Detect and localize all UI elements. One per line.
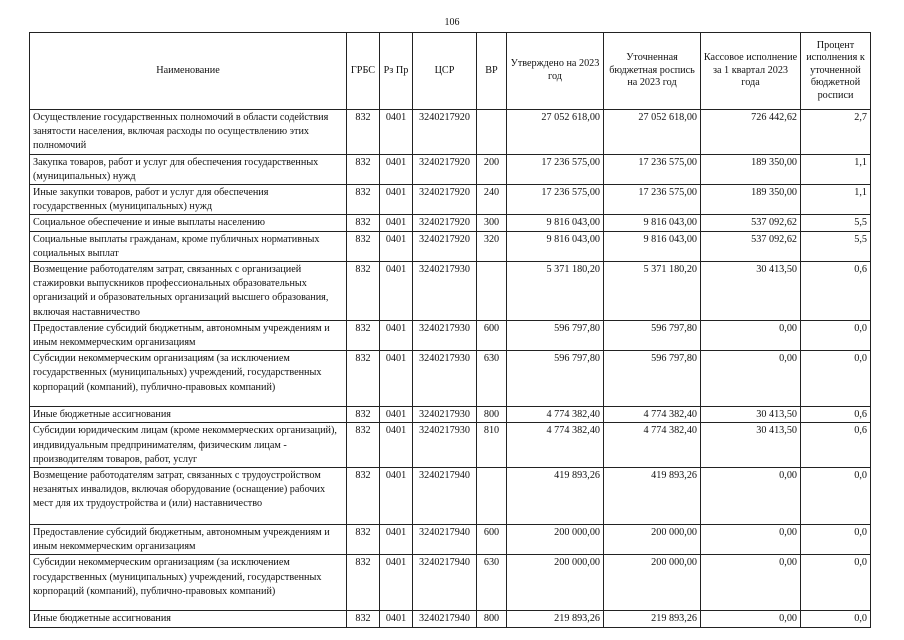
table-row xyxy=(30,407,871,423)
cell-csr: 3240217920 xyxy=(413,231,477,261)
cell-executed: 537 092,62 xyxy=(701,231,801,261)
cell-rzpr: 0401 xyxy=(380,351,413,407)
cell-revised: 596 797,80 xyxy=(604,320,701,350)
cell-grbs: 832 xyxy=(347,110,380,155)
cell-revised: 9 816 043,00 xyxy=(604,231,701,261)
table-row xyxy=(30,320,871,350)
cell-rzpr: 0401 xyxy=(380,407,413,423)
cell-grbs: 832 xyxy=(347,231,380,261)
cell-executed: 0,00 xyxy=(701,525,801,555)
cell-csr: 3240217920 xyxy=(413,215,477,231)
cell-revised: 4 774 382,40 xyxy=(604,407,701,423)
cell-grbs: 832 xyxy=(347,351,380,407)
cell-executed: 0,00 xyxy=(701,611,801,627)
page-number: 106 xyxy=(444,17,460,28)
cell-grbs: 832 xyxy=(347,555,380,611)
cell-csr: 3240217930 xyxy=(413,423,477,468)
cell-grbs: 832 xyxy=(347,185,380,215)
cell-approved: 200 000,00 xyxy=(507,555,604,611)
header-csr: ЦСР xyxy=(413,33,477,110)
header-grbs: ГРБС xyxy=(347,33,380,110)
cell-percent: 5,5 xyxy=(801,215,871,231)
cell-rzpr: 0401 xyxy=(380,468,413,525)
cell-grbs: 832 xyxy=(347,215,380,231)
budget-execution-table xyxy=(29,32,871,628)
cell-approved: 4 774 382,40 xyxy=(507,407,604,423)
cell-percent: 0,6 xyxy=(801,407,871,423)
cell-csr: 3240217930 xyxy=(413,407,477,423)
cell-rzpr: 0401 xyxy=(380,611,413,627)
cell-name: Иные бюджетные ассигнования xyxy=(30,407,347,423)
cell-grbs: 832 xyxy=(347,525,380,555)
cell-csr: 3240217940 xyxy=(413,468,477,525)
cell-rzpr: 0401 xyxy=(380,110,413,155)
cell-rzpr: 0401 xyxy=(380,185,413,215)
cell-executed: 0,00 xyxy=(701,555,801,611)
cell-rzpr: 0401 xyxy=(380,262,413,321)
cell-vr: 200 xyxy=(477,154,507,184)
cell-grbs: 832 xyxy=(347,611,380,627)
cell-grbs: 832 xyxy=(347,423,380,468)
cell-executed: 30 413,50 xyxy=(701,407,801,423)
cell-name: Возмещение работодателям затрат, связанных с организацией стажировки выпускников профессиональных образовательных организаций и образовательных организаций высшего образования, включая наставничество xyxy=(30,262,347,321)
header-approved: Утверждено на 2023 год xyxy=(507,33,604,110)
cell-approved: 17 236 575,00 xyxy=(507,154,604,184)
cell-executed: 537 092,62 xyxy=(701,215,801,231)
cell-executed: 726 442,62 xyxy=(701,110,801,155)
cell-rzpr: 0401 xyxy=(380,423,413,468)
header-vr: ВР xyxy=(477,33,507,110)
table-row xyxy=(30,154,871,184)
cell-rzpr: 0401 xyxy=(380,231,413,261)
cell-csr: 3240217930 xyxy=(413,320,477,350)
cell-executed: 189 350,00 xyxy=(701,185,801,215)
cell-percent: 0,0 xyxy=(801,351,871,407)
cell-revised: 4 774 382,40 xyxy=(604,423,701,468)
cell-percent: 1,1 xyxy=(801,154,871,184)
cell-percent: 0,0 xyxy=(801,468,871,525)
cell-name: Субсидии некоммерческим организациям (за исключением государственных (муниципальных) учреждений, государственных корпораций (компаний), публично-правовых компаний) xyxy=(30,351,347,407)
cell-approved: 419 893,26 xyxy=(507,468,604,525)
header-name: Наименование xyxy=(30,33,347,110)
cell-vr: 300 xyxy=(477,215,507,231)
header-revised: Уточненная бюджетная роспись на 2023 год xyxy=(604,33,701,110)
table-row xyxy=(30,611,871,627)
cell-csr: 3240217940 xyxy=(413,525,477,555)
cell-revised: 9 816 043,00 xyxy=(604,215,701,231)
cell-name: Социальное обеспечение и иные выплаты населению xyxy=(30,215,347,231)
cell-vr: 810 xyxy=(477,423,507,468)
cell-grbs: 832 xyxy=(347,468,380,525)
cell-percent: 0,0 xyxy=(801,320,871,350)
cell-vr: 800 xyxy=(477,407,507,423)
cell-percent: 0,0 xyxy=(801,611,871,627)
cell-vr xyxy=(477,110,507,155)
cell-rzpr: 0401 xyxy=(380,154,413,184)
table-row xyxy=(30,351,871,407)
cell-grbs: 832 xyxy=(347,154,380,184)
cell-approved: 596 797,80 xyxy=(507,351,604,407)
cell-rzpr: 0401 xyxy=(380,215,413,231)
table-row xyxy=(30,555,871,611)
cell-revised: 5 371 180,20 xyxy=(604,262,701,321)
cell-name: Предоставление субсидий бюджетным, автономным учреждениям и иным некоммерческим организациям xyxy=(30,320,347,350)
cell-csr: 3240217920 xyxy=(413,110,477,155)
cell-executed: 30 413,50 xyxy=(701,262,801,321)
cell-revised: 27 052 618,00 xyxy=(604,110,701,155)
cell-name: Субсидии юридическим лицам (кроме некоммерческих организаций), индивидуальным предпринимателям, физическим лицам - производителям товаров, работ, услуг xyxy=(30,423,347,468)
cell-percent: 0,0 xyxy=(801,525,871,555)
cell-vr xyxy=(477,262,507,321)
cell-approved: 200 000,00 xyxy=(507,525,604,555)
table-row xyxy=(30,231,871,261)
cell-grbs: 832 xyxy=(347,320,380,350)
cell-approved: 4 774 382,40 xyxy=(507,423,604,468)
header-rzpr: Рз Пр xyxy=(380,33,413,110)
cell-percent: 5,5 xyxy=(801,231,871,261)
table-row xyxy=(30,110,871,155)
header-percent: Процент исполнения к уточненной бюджетной росписи xyxy=(801,33,871,110)
cell-approved: 5 371 180,20 xyxy=(507,262,604,321)
cell-executed: 0,00 xyxy=(701,351,801,407)
table-row xyxy=(30,215,871,231)
cell-executed: 0,00 xyxy=(701,320,801,350)
cell-vr: 630 xyxy=(477,351,507,407)
cell-vr: 320 xyxy=(477,231,507,261)
table-row xyxy=(30,468,871,525)
cell-approved: 219 893,26 xyxy=(507,611,604,627)
cell-rzpr: 0401 xyxy=(380,555,413,611)
header-executed: Кассовое исполнение за 1 квартал 2023 года xyxy=(701,33,801,110)
cell-name: Осуществление государственных полномочий в области содействия занятости населения, включая расходы по осуществлению этих полномочий xyxy=(30,110,347,155)
cell-vr: 800 xyxy=(477,611,507,627)
table-header-row xyxy=(30,33,871,110)
cell-revised: 17 236 575,00 xyxy=(604,185,701,215)
cell-grbs: 832 xyxy=(347,262,380,321)
cell-csr: 3240217930 xyxy=(413,351,477,407)
cell-name: Закупка товаров, работ и услуг для обеспечения государственных (муниципальных) нужд xyxy=(30,154,347,184)
cell-percent: 1,1 xyxy=(801,185,871,215)
cell-approved: 9 816 043,00 xyxy=(507,215,604,231)
cell-percent: 0,6 xyxy=(801,423,871,468)
cell-name: Социальные выплаты гражданам, кроме публичных нормативных социальных выплат xyxy=(30,231,347,261)
table-row xyxy=(30,185,871,215)
cell-vr xyxy=(477,468,507,525)
cell-vr: 600 xyxy=(477,525,507,555)
table-row xyxy=(30,262,871,321)
cell-name: Предоставление субсидий бюджетным, автономным учреждениям и иным некоммерческим организациям xyxy=(30,525,347,555)
cell-name: Субсидии некоммерческим организациям (за исключением государственных (муниципальных) учреждений, государственных корпораций (компаний), публично-правовых компаний) xyxy=(30,555,347,611)
cell-name: Иные бюджетные ассигнования xyxy=(30,611,347,627)
cell-approved: 17 236 575,00 xyxy=(507,185,604,215)
cell-grbs: 832 xyxy=(347,407,380,423)
cell-executed: 30 413,50 xyxy=(701,423,801,468)
cell-name: Иные закупки товаров, работ и услуг для обеспечения государственных (муниципальных) нужд xyxy=(30,185,347,215)
cell-percent: 0,0 xyxy=(801,555,871,611)
table-row xyxy=(30,525,871,555)
cell-approved: 9 816 043,00 xyxy=(507,231,604,261)
cell-revised: 596 797,80 xyxy=(604,351,701,407)
cell-approved: 27 052 618,00 xyxy=(507,110,604,155)
cell-revised: 419 893,26 xyxy=(604,468,701,525)
cell-revised: 200 000,00 xyxy=(604,525,701,555)
cell-revised: 200 000,00 xyxy=(604,555,701,611)
cell-executed: 189 350,00 xyxy=(701,154,801,184)
cell-csr: 3240217940 xyxy=(413,555,477,611)
cell-revised: 219 893,26 xyxy=(604,611,701,627)
cell-vr: 240 xyxy=(477,185,507,215)
cell-csr: 3240217940 xyxy=(413,611,477,627)
table-row xyxy=(30,423,871,468)
cell-percent: 2,7 xyxy=(801,110,871,155)
cell-csr: 3240217920 xyxy=(413,185,477,215)
cell-rzpr: 0401 xyxy=(380,320,413,350)
cell-csr: 3240217930 xyxy=(413,262,477,321)
cell-name: Возмещение работодателям затрат, связанных с трудоустройством незанятых инвалидов, включая оборудование (оснащение) рабочих мест для их трудоустройства и (или) наставничество xyxy=(30,468,347,525)
cell-approved: 596 797,80 xyxy=(507,320,604,350)
cell-vr: 600 xyxy=(477,320,507,350)
cell-percent: 0,6 xyxy=(801,262,871,321)
cell-executed: 0,00 xyxy=(701,468,801,525)
cell-rzpr: 0401 xyxy=(380,525,413,555)
cell-revised: 17 236 575,00 xyxy=(604,154,701,184)
cell-csr: 3240217920 xyxy=(413,154,477,184)
cell-vr: 630 xyxy=(477,555,507,611)
